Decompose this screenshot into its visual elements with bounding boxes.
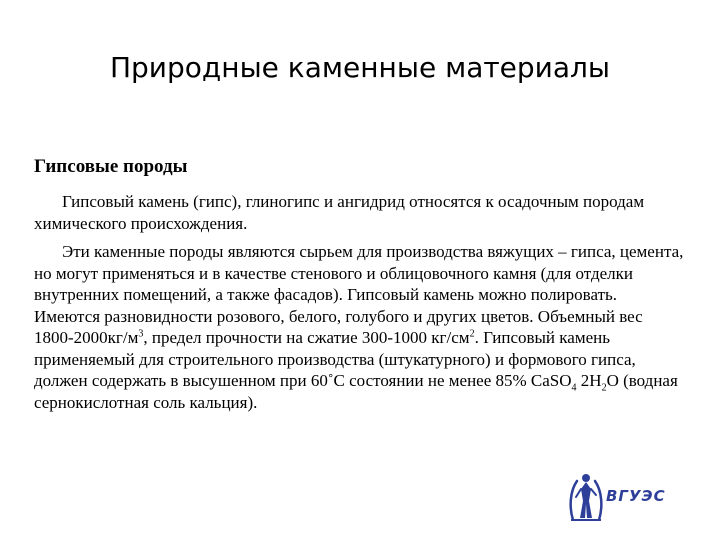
- subscript-water: 2: [601, 382, 607, 394]
- paragraph-text-part: Эти каменные породы являются сырьем для производства вяжущих – гипса, цемента, но могут применяться и в качестве стенового и облицовочного камня (для отделки внутренних помещений, а также фасадов). Гипсовый камень можно полировать. Имеются разновидности розового, белого, голубого и других цветов. Объемный вес 1800-2000кг/м: [34, 242, 684, 347]
- superscript-cubic: 3: [138, 328, 144, 340]
- figure-emblem-icon: [568, 471, 604, 521]
- superscript-square: 2: [469, 328, 475, 340]
- slide-title: Природные каменные материалы: [109, 51, 611, 84]
- paragraph-properties: [34, 241, 684, 413]
- university-logo: [568, 471, 670, 521]
- slide-content: [34, 155, 684, 420]
- logo-text: ВГУЭС: [606, 487, 666, 505]
- subscript-sulfate: 4: [571, 382, 577, 394]
- paragraph-text-part: 2H: [576, 371, 602, 390]
- section-heading: Гипсовые породы: [34, 156, 188, 177]
- paragraph-text-part: O (водная сернокислотная соль кальция).: [34, 371, 678, 412]
- paragraph-text-part: , предел прочности на сжатие 300-1000 кг/см: [143, 328, 470, 347]
- paragraph-text-part: . Гипсовый камень применяемый для строительного производства (штукатурного) и формового гипса, должен содержать в высушенном при 60˚С состоянии не менее 85% CaSO: [34, 328, 636, 390]
- paragraph-origin: Гипсовый камень (гипс), глиногипс и ангидрид относятся к осадочным породам химического происхождения.: [34, 192, 645, 233]
